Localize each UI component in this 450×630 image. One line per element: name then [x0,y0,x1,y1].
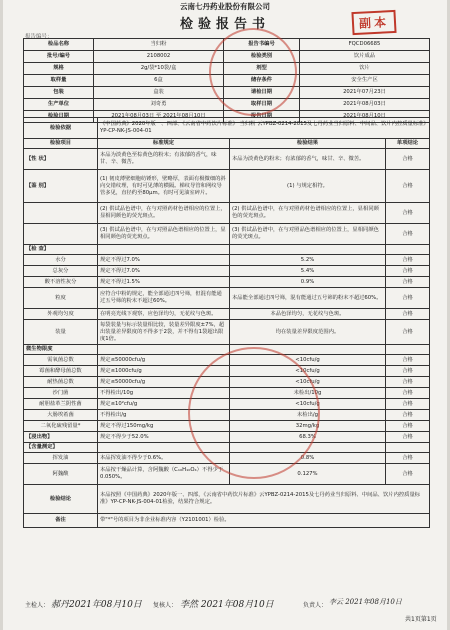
test-item: 耐热菌总数 [24,377,98,388]
info-label: 批号/编号 [24,51,94,63]
test-result: 0.9% [230,277,386,288]
test-item: 霉菌和酵母菌总数 [24,366,98,377]
test-result: 本品能全部通过四号筛，混有能通过五号筛的粉末不超过60%。 [230,288,386,309]
test-standard: 不得检出/10g [98,388,230,399]
test-item: 需氧菌总数 [24,355,98,366]
test-standard: 应符合中粉的规定，能全部通过四号筛，但混有能通过五号筛的粉末不超过60%。 [98,288,230,309]
approver-label: 负责人： [303,602,328,609]
test-result: 68.3% [230,432,386,443]
info-value: 2108002 [94,51,224,63]
test-item: 挥发油 [24,453,98,464]
test-standard [98,245,230,255]
company-seal-top [209,28,297,116]
company-seal-center [188,347,320,479]
info-label: 取样日期 [224,99,300,111]
test-result: 本品色泽均匀，无花纹与色斑。 [230,309,386,320]
test-conclusion: 合格 [386,432,430,443]
inspector-label: 主检人： [25,602,50,609]
test-conclusion: 合格 [386,399,430,410]
basis-label: 检验依据 [24,118,98,139]
test-result: (3) 供试品色谱中，在与对照品色谱相应的位置上，显相同颜色的荧光斑点。 [230,224,386,245]
test-conclusion: 合格 [386,366,430,377]
note-text: 带"*"号的项目为非企业标准内容（Y2101001）检验。 [98,514,430,528]
test-conclusion: 合格 [386,266,430,277]
conclusion-row [24,485,430,514]
test-standard: 在明亮光线下观察，应色泽均匀，无花纹与色斑。 [98,309,230,320]
test-conclusion: 合格 [386,224,430,245]
table-row [24,266,430,277]
test-conclusion: 合格 [386,255,430,266]
test-item: 二氧化硫残留量* [24,421,98,432]
info-label: 取样量 [24,75,94,87]
test-item: 耐胆盐革兰阴性菌 [24,399,98,410]
basis-text: 《中国药典》2020年版一、四部、《云南省中药饮片标准》 当归粉 云YPBZ-0214-2015及七丹药业当归原料、中间品、饮片内控质量标准》YP-CP-NK-JS-004-01 [98,118,430,139]
note-label: 备注 [24,514,98,528]
info-value: 2021年08月03日 [300,99,430,111]
info-value: 安全生产区 [300,75,430,87]
column-header: 单项结论 [386,139,430,149]
test-result: <10cfu/g [230,366,386,377]
column-header: 检验项目 [24,139,98,149]
info-label: 检验日期 [24,111,94,123]
test-item: 阿魏酸 [24,464,98,485]
test-conclusion: 合格 [386,309,430,320]
test-standard [98,345,230,355]
info-value: 2021年08月10日 [300,111,430,123]
test-standard: 规定≤10²cfu/g [98,399,230,410]
test-standard: 规定不得过1.5% [98,277,230,288]
test-item: 大肠埃希菌 [24,410,98,421]
test-result: 本品为淡黄色的粉末；有浓郁的香气，味甘、辛、微苦。 [230,149,386,170]
test-result: <10cfu/g [230,377,386,388]
test-conclusion [386,345,430,355]
test-item: 酸不溶性灰分 [24,277,98,288]
table-row [24,203,430,224]
column-header: 标准规定 [98,139,230,149]
table-header-row [24,139,430,149]
test-item: 沙门菌 [24,388,98,399]
note-row [24,514,430,528]
test-conclusion: 合格 [386,170,430,203]
test-item: 【检 查】 [24,245,98,255]
info-value: FQCD06685 [300,39,430,51]
report-page [3,0,447,630]
column-header: 检验结果 [230,139,386,149]
test-conclusion: 合格 [386,464,430,485]
test-standard: (2) 供试品色谱中，在与对照药材色谱相应的位置上，显相同颜色的荧光斑点。 [98,203,230,224]
info-label: 检验类别 [224,51,300,63]
reviewer-signature: 李然 2021年08月10日 [180,600,274,610]
test-conclusion: 合格 [386,288,430,309]
test-conclusion: 合格 [386,453,430,464]
conclusion-text: 本品按照《中国药典》2020年版一、四部，《云南省中药饮片标准》云YPBZ-0214-2015及七丹药业当归原料、中间品、饮片内控质量标准》YP-CP-NK-JS-004-01检验，结果符合规定。 [98,485,430,514]
table-row [24,255,430,266]
info-label: 请检日期 [224,87,300,99]
test-conclusion: 合格 [386,203,430,224]
report-title: 检验报告书 [179,17,270,32]
info-label: 包装 [24,87,94,99]
test-standard: (3) 供试品色谱中，在与对照品色谱相应的位置上，显相同颜色的荧光斑点。 [98,224,230,245]
table-row [24,149,430,170]
company-name: 云南七丹药业股份有限公司 [180,2,270,11]
test-item: 粒度 [24,288,98,309]
test-standard: 不得检出/g [98,410,230,421]
table-row [24,277,430,288]
test-item: 【性 状】 [24,149,98,170]
test-result: (2) 供试品色谱中，在与对照药材色谱相应的位置上，显相同颜色的荧光斑点。 [230,203,386,224]
test-standard: 本品为淡黄色至棕黄色的粉末；有浓郁的香气，味甘、辛、微苦。 [98,149,230,170]
copy-stamp: 副本 [351,10,396,35]
test-item: 装量 [24,320,98,345]
approver-signature: 李云 2021年08月10日 [329,598,402,606]
info-value: 饮片成品 [300,51,430,63]
table-row [24,288,430,309]
test-item: 水分 [24,255,98,266]
info-value: 2021年07月23日 [300,87,430,99]
test-conclusion [386,443,430,453]
table-row [24,309,430,320]
test-result: 未检出/g [230,410,386,421]
test-standard: 规定≤1000cfu/g [98,366,230,377]
inspector-signature: 郝丹2021年08月10日 [51,600,142,610]
info-label: 规格 [24,63,94,75]
info-value: 盒装 [94,87,224,99]
info-label: 报告书编号 [224,39,300,51]
test-result: <10cfu/g [230,355,386,366]
test-standard: 规定不得过7.0% [98,266,230,277]
test-item [24,203,98,224]
test-result: 5.2% [230,255,386,266]
test-item [24,224,98,245]
test-conclusion: 合格 [386,277,430,288]
test-result: (1) 与规定相符。 [230,170,386,203]
info-label: 储存条件 [224,75,300,87]
page-number: 共1页第1页 [405,616,437,623]
table-row [24,224,430,245]
test-conclusion: 合格 [386,421,430,432]
test-conclusion: 合格 [386,355,430,366]
table-row [24,320,430,345]
test-standard: 规定不得过150mg/kg [98,421,230,432]
info-value: 饮片 [300,63,430,75]
info-value: 2021年08月03日 至 2021年08月10日 [94,111,224,123]
test-result: 32mg/kg [230,421,386,432]
test-standard: 本品挥发油不得少于0.6%。 [98,453,230,464]
test-standard: 规定不得过7.0% [98,255,230,266]
test-standard: 每袋装量与标示装量相比较，装量差异限度±7%，超出装量差异限度的不得多于2袋，并不得有1袋超出限度1倍。 [98,320,230,345]
test-item: 【浸出物】 [24,432,98,443]
test-result: 5.4% [230,266,386,277]
info-value: 刘奇勇 [94,99,224,111]
test-result: <10cfu/g [230,399,386,410]
report-no-label: 报告编号： [25,34,53,40]
info-value: 6盒 [94,75,224,87]
test-standard: 规定≤50000cfu/g [98,377,230,388]
test-result: 均在装量差异限度范围内。 [230,320,386,345]
info-value: 2g/袋*10袋/盒 [94,63,224,75]
test-conclusion: 合格 [386,410,430,421]
test-item: 总灰分 [24,266,98,277]
conclusion-label: 检验结论 [24,485,98,514]
test-standard: 本品按干燥品计算，含阿魏酸（C₁₀H₁₀O₄）不得少于0.050%。 [98,464,230,485]
test-standard: 规定≤50000cfu/g [98,355,230,366]
test-item: 外观均匀度 [24,309,98,320]
test-result: 未检出/10g [230,388,386,399]
info-label: 剂型 [224,63,300,75]
test-result [230,245,386,255]
table-row [24,170,430,203]
table-row [24,245,430,255]
basis-row [24,118,430,139]
test-result: 0.127% [230,464,386,485]
info-label: 生产单位 [24,99,94,111]
test-item: 【含量测定】 [24,443,98,453]
test-standard: (1) 韧皮薄壁细胞纺锤形，壁略厚，表面有极微细的斜向交错纹理，有时可见薄的横隔。梯纹导管和网纹导管多见，直径约至80μm。有时可见油室碎片。 [98,170,230,203]
test-standard: 规定不得少于52.0% [98,432,230,443]
info-label: 报告日期 [224,111,300,123]
info-value: 当归粉 [94,39,224,51]
test-item: 【鉴 别】 [24,170,98,203]
test-conclusion [386,245,430,255]
reviewer-label: 复核人： [153,602,178,609]
test-conclusion: 合格 [386,377,430,388]
test-conclusion: 合格 [386,149,430,170]
test-conclusion: 合格 [386,388,430,399]
test-item: 微生物限度 [24,345,98,355]
test-result: 0.8% [230,453,386,464]
info-label: 检品名称 [24,39,94,51]
test-conclusion: 合格 [386,320,430,345]
